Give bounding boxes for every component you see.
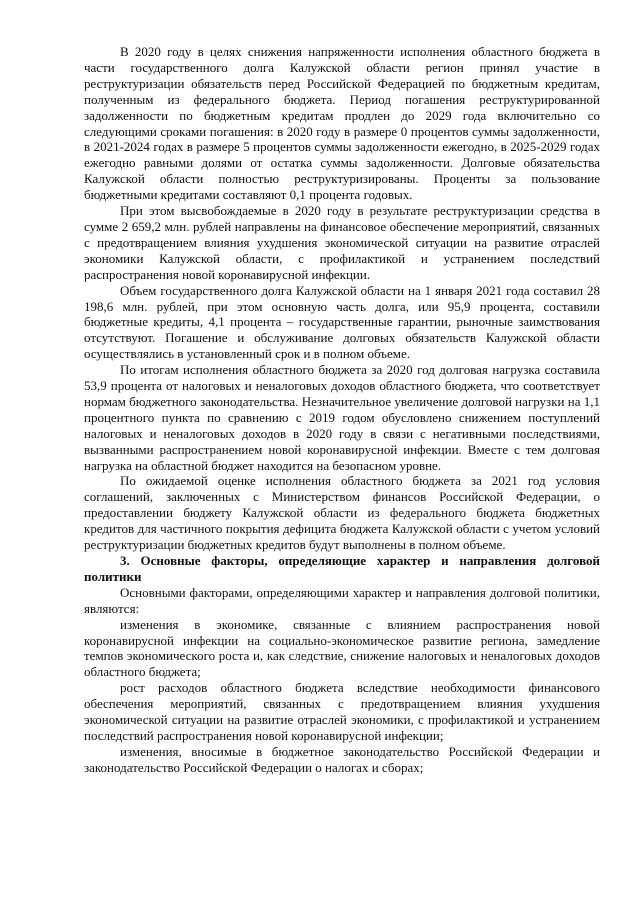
paragraph-factors-intro: Основными факторами, определяющими характер и направления долговой политики, являются: <box>84 584 600 616</box>
paragraph-factor-expenses: рост расходов областного бюджета вследствие необходимости финансового обеспечения мероприятий, связанных с предотвращением влияния ухудшения экономической ситуации на развитие отраслей экономики, с профилактикой и устранением последствий распространения новой коронавирусной инфекции; <box>84 680 600 743</box>
paragraph-expected-execution: По ожидаемой оценке исполнения областного бюджета за 2021 год условия соглашений, заключенных с Министерством финансов Российской Федерации, о предоставлении бюджету Калужской области из федерального бюджета бюджетных кредитов для частичного покрытия дефицита бюджета Калужской области с учетом условий реструктуризации бюджетных кредитов будут выполнены в полном объеме. <box>84 473 600 553</box>
paragraph-factor-legislation: изменения, вносимые в бюджетное законодательство Российской Федерации и законодательство Российской Федерации о налогах и сборах; <box>84 743 600 775</box>
document-page <box>84 44 600 776</box>
section-heading: 3. Основные факторы, определяющие характер и направления долговой политики <box>84 553 600 584</box>
paragraph-released-funds: При этом высвобождаемые в 2020 году в результате реструктуризации средства в сумме 2 659,2 млн. рублей направлены на финансовое обеспечение мероприятий, связанных с предотвращением влияния ухудшения экономической ситуации на развитие отраслей экономики Калужской области, с профилактикой и устранением последствий распространения новой коронавирусной инфекции. <box>84 203 600 282</box>
paragraph-restructuring: В 2020 году в целях снижения напряженности исполнения областного бюджета в части государственного долга Калужской области регион принял участие в реструктуризации обязательств перед Российской Федерацией по бюджетным кредитам, полученным из федерального бюджета. Период погашения реструктурированной задолженности по бюджетным кредитам продлен до 2029 года включительно со следующими сроками погашения: в 2020 году в размере 0 процентов суммы задолженности, в 2021-2024 годах в размере 5 процентов суммы задолженности ежегодно, в 2025-2029 годах ежегодно равными долями от остатка суммы задолженности. Долговые обязательства Калужской области полностью реструктуризированы. Проценты за пользование бюджетными кредитами составляют 0,1 процента годовых. <box>84 44 600 203</box>
paragraph-debt-load: По итогам исполнения областного бюджета за 2020 год долговая нагрузка составила 53,9 процента от налоговых и неналоговых доходов областного бюджета, что соответствует нормам бюджетного законодательства. Незначительное увеличение долговой нагрузки на 1,1 процентного пункта по сравнению с 2019 годом обусловлено снижением поступлений налоговых и неналоговых доходов в 2020 году в связи с негативными последствиями, вызванными распространением новой коронавирусной инфекции. Вместе с тем долговая нагрузка на областной бюджет находится на безопасном уровне. <box>84 362 600 473</box>
paragraph-debt-volume: Объем государственного долга Калужской области на 1 января 2021 года составил 28 198,6 млн. рублей, при этом основную часть долга, или 95,9 процента, составили бюджетные кредиты, 4,1 процента – государственные гарантии, рыночные заимствования отсутствуют. Погашение и обслуживание долговых обязательств Калужской области осуществлялись в установленный срок и в полном объеме. <box>84 282 600 362</box>
paragraph-factor-economy: изменения в экономике, связанные с влиянием распространения новой коронавирусной инфекции на социально-экономическое развитие региона, замедление темпов экономического роста и, как следствие, снижение налоговых и неналоговых доходов областного бюджета; <box>84 616 600 680</box>
